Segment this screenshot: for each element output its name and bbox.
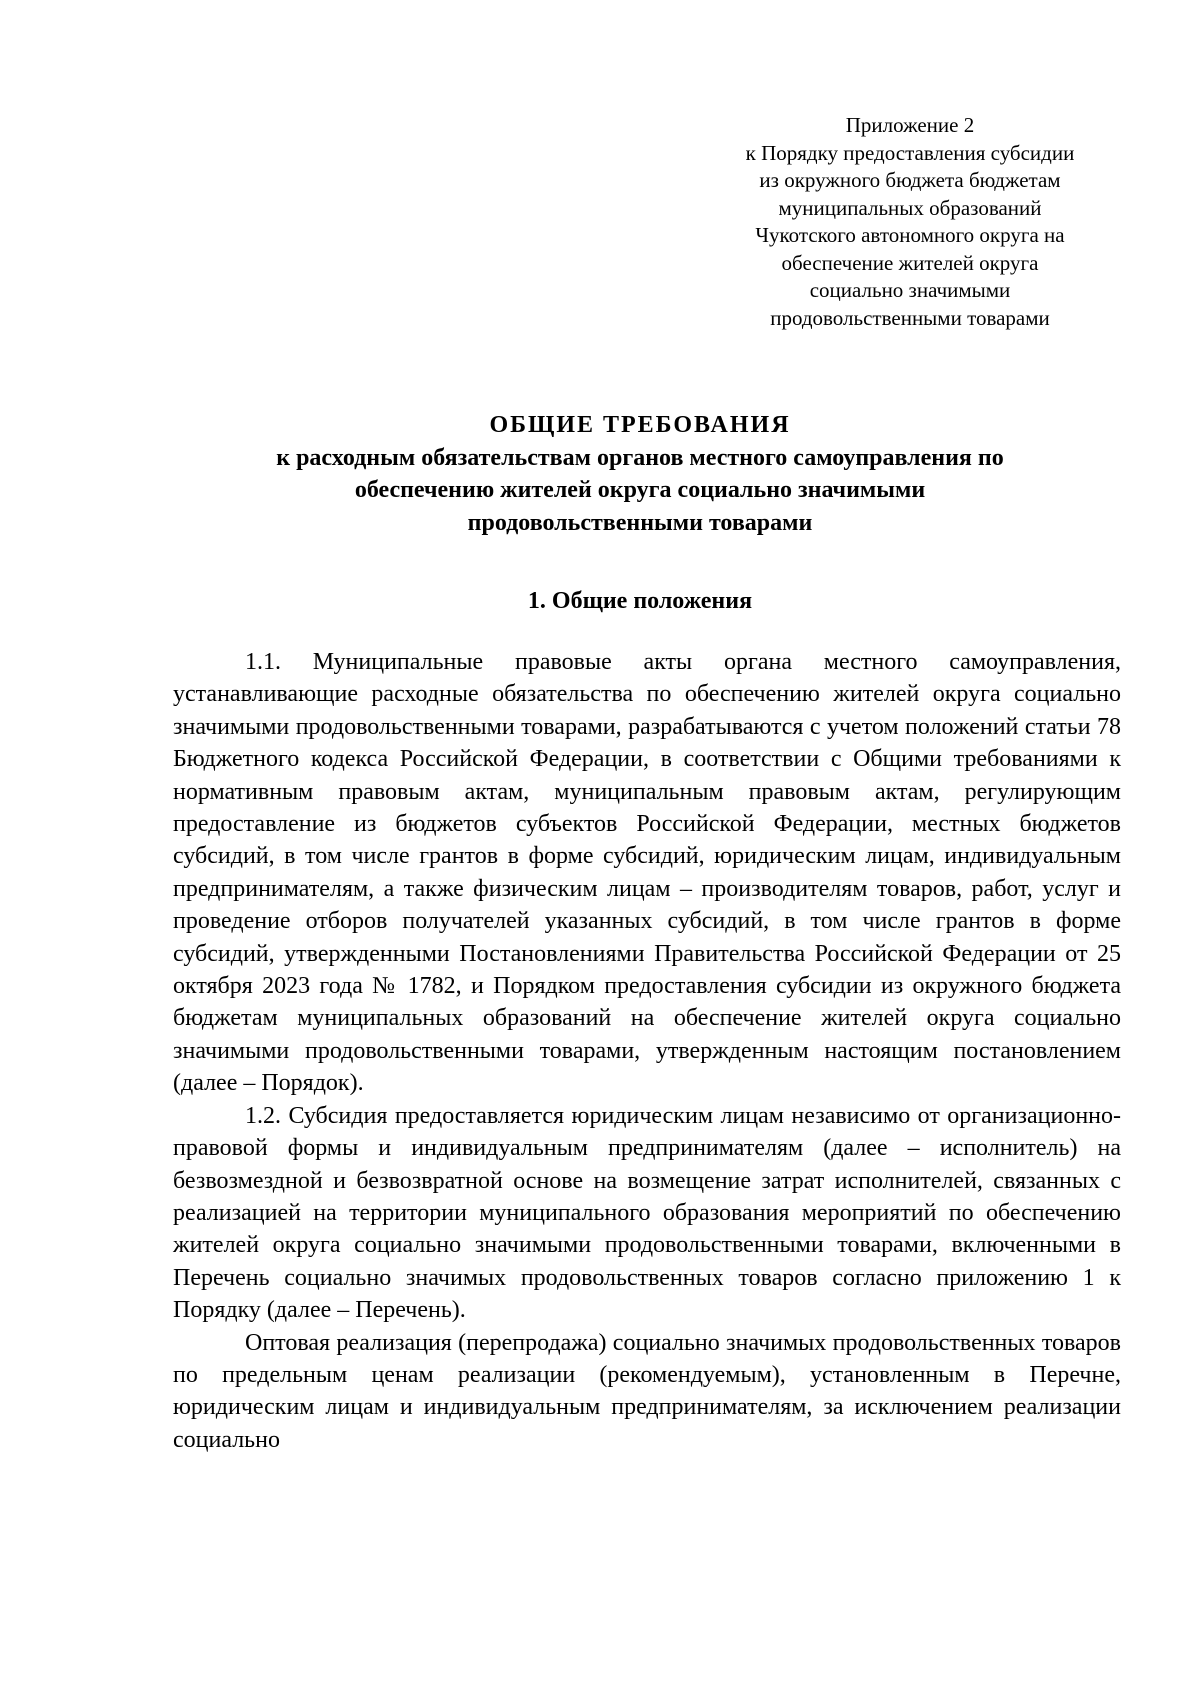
subtitle-line: продовольственными товарами (467, 509, 813, 536)
subtitle-line: обеспечению жителей округа социально значимыми (354, 477, 926, 503)
appendix-line: Чукотского автономного округа на (755, 223, 1065, 247)
paragraph-wholesale: Оптовая реализация (перепродажа) социально значимых продовольственных товаров по предельным ценам реализации (рекомендуемым), установленным в Перечне, юридическим лицам и индивидуальным предпринимателям, за исключением реализации социально (173, 1329, 1121, 1453)
appendix-line: муниципальных образований (778, 195, 1042, 220)
appendix-line: обеспечение жителей округа (781, 250, 1039, 275)
paragraph-1-1: 1.1. Муниципальные правовые акты органа местного самоуправления, устанавливающие расходные обязательства по обеспечению жителей округа социально значимыми продовольственными товарами, разрабатываются с учетом положений статьи 78 Бюджетного кодекса Российской Федерации, в соответствии с Общими требованиями к нормативным правовым актам, муниципальным правовым актам, регулирующим предоставление из бюджетов субъектов Российской Федерации, местных бюджетов субсидий, в том числе грантов в форме субсидий, юридическим лицам, индивидуальным предпринимателям, а также физическим лицам – производителям товаров, работ, услуг и проведение отборов получателей указанных субсидий, в том числе грантов в форме субсидий, утвержденными Постановлениями Правительства Российской Федерации от 25 октября 2023 года № 1782, и Порядком предоставления субсидии из окружного бюджета бюджетам муниципальных образований на обеспечение жителей округа социально значимыми продовольственными товарами, утвержденным настоящим постановлением (далее – Порядок). (173, 649, 1121, 1097)
document-title (160, 409, 1120, 539)
document-body (173, 646, 1121, 1456)
subtitle-line: к расходным обязательствам органов местного самоуправления по (276, 444, 1004, 471)
main-title: ОБЩИЕ ТРЕБОВАНИЯ (489, 412, 791, 438)
appendix-note (690, 112, 1130, 332)
appendix-line: из окружного бюджета бюджетам (759, 168, 1061, 192)
appendix-line: продовольственными товарами (770, 305, 1050, 330)
paragraph-1-2: 1.2. Субсидия предоставляется юридическим лицам независимо от организационно-правовой формы и индивидуальным предпринимателям (далее – исполнитель) на безвозмездной и безвозвратной основе на возмещение затрат исполнителей, связанных с реализацией на территории муниципального образования мероприятий по обеспечению жителей округа социально значимыми продовольственными товарами, включенными в Перечень социально значимых продовольственных товаров согласно приложению 1 к Порядку (далее – Перечень). (173, 1102, 1121, 1324)
appendix-line: к Порядку предоставления субсидии (745, 140, 1075, 165)
section-heading: 1. Общие положения (527, 588, 753, 614)
appendix-line: социально значимыми (809, 278, 1011, 302)
appendix-line: Приложение 2 (845, 113, 975, 137)
